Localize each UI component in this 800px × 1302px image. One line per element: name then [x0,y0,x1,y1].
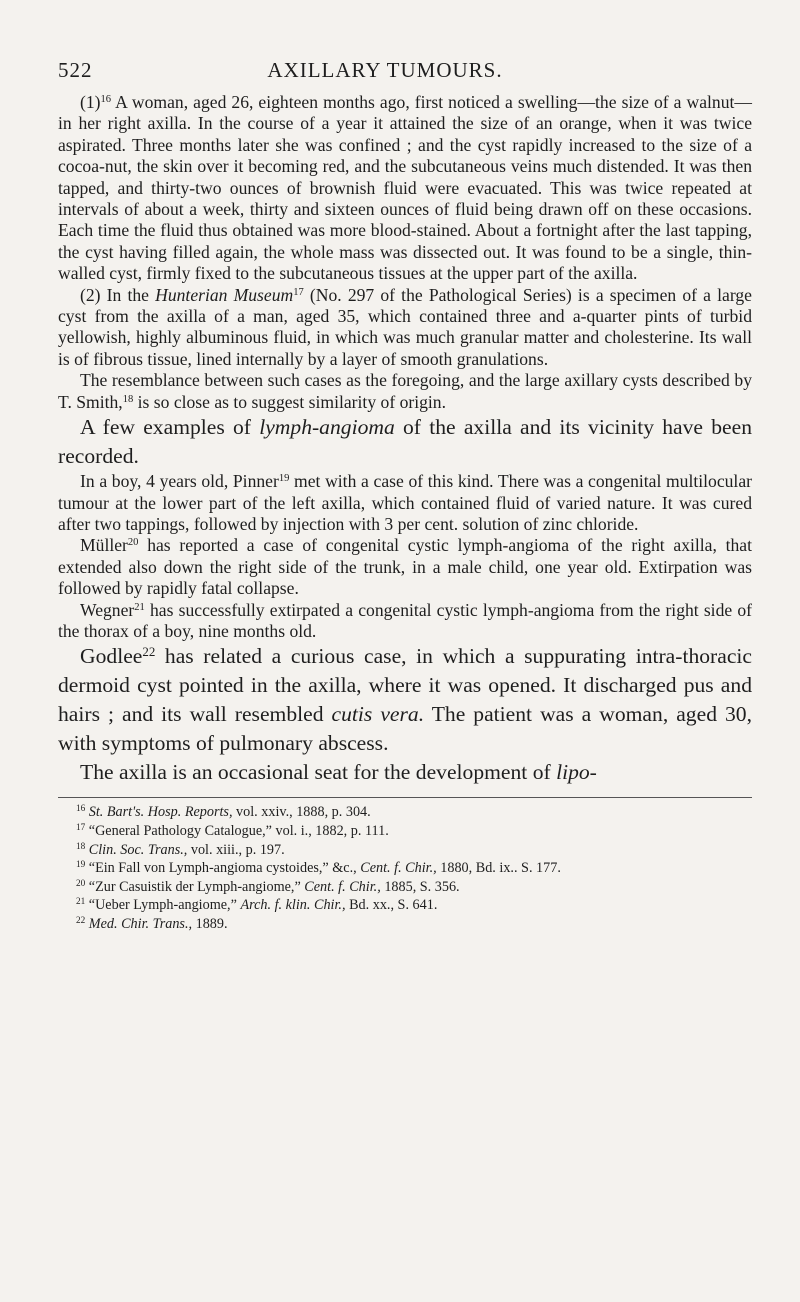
footnote: $^{19}$ “Ein Fall von Lymph-angioma cystoides,” &c., Cent. f. Chir., 1880, Bd. ix.. S. 177. [76,859,561,877]
footnote: $^{16}$ St. Bart's. Hosp. Reports, vol. xxiv., 1888, p. 304. [76,803,371,821]
body-text-large-intro [58,413,752,471]
body-text-small [58,92,752,413]
book-page [58,58,752,934]
footnote-ref[interactable]: 18 [122,393,134,405]
paragraph-godlee: Godlee$^{22}$ has related a curious case, in which a suppurating intra-thoracic dermoid cyst pointed in the axilla, where it was opened. It discharged pus and hairs ; and its wall resembled cutis vera. The patient was a woman, aged 30, with symptoms of pulmonary abscess. [58,644,752,756]
footnote-ref[interactable]: 22 [142,644,156,660]
body-text-large [58,642,752,787]
footnote-ref[interactable]: 20 [127,537,139,549]
running-title: AXILLARY TUMOURS. [267,58,503,82]
paragraph-wegner: Wegner$^{21}$ has successfully extirpated a congenital cystic lymph-angioma from the right side of the thorax of a boy, nine months old. [58,599,752,641]
paragraph-muller: Müller$^{20}$ has reported a case of congenital cystic lymph-angioma of the right axilla, that extended also down the right side of the trunk, in a male child, one year old. Extirpation was followed by rapidly fatal collapse. [58,535,753,599]
footnote: $^{21}$ “Ueber Lymph-angiome,” Arch. f. klin. Chir., Bd. xx., S. 641. [76,896,438,914]
footnote: $^{20}$ “Zur Casuistik der Lymph-angiome,” Cent. f. Chir., 1885, S. 356. [76,877,460,895]
footnote: $^{18}$ Clin. Soc. Trans., vol. xiii., p. 197. [76,840,285,858]
paragraph-case-2: (2) In the Hunterian Museum$^{17}$ (No. 297 of the Pathological Series) is a specimen of a large cyst from the axilla of a man, aged 35, which contained three and a-quarter pints of turbid yellowish, highly albuminous fluid, in which was much granular matter and cholesterine. Its wall is of fibrous tissue, lined internally by a layer of smooth granulations. [58,284,752,369]
paragraph-pinner: In a boy, 4 years old, Pinner$^{19}$ met with a case of this kind. There was a congenital multilocular tumour at the lower part of the left axilla, which contained fluid of varied nature. It was cured after two tappings, followed by injection with 3 per cent. solution of zinc chloride. [58,471,752,534]
footnote-divider [58,797,752,798]
body-text-small-cases [58,471,752,642]
footnotes [58,803,752,933]
footnote-ref[interactable]: 17 [293,286,304,298]
paragraph-lipoma: The axilla is an occasional seat for the development of lipo- [80,760,597,785]
paragraph-resemblance: The resemblance between such cases as the foregoing, and the large axillary cysts described by T. Smith,$^{18}$ is so close as to suggest similarity of origin. [58,370,752,412]
paragraph-lymph-angioma-intro: A few examples of lymph-angioma of the axilla and its vicinity have been recorded. [58,415,752,469]
footnote-ref[interactable]: 16 [100,94,112,106]
footnote: $^{22}$ Med. Chir. Trans., 1889. [76,914,228,932]
footnote-ref[interactable]: 19 [278,473,290,485]
running-header: 522 AXILLARY TUMOURS. [58,58,752,92]
footnote: $^{17}$ “General Pathology Catalogue,” vol. i., 1882, p. 111. [76,821,389,839]
paragraph-case-1: $(1)^{16}$ A woman, aged 26, eighteen months ago, first noticed a swelling—the size of a walnut—in her right axilla. In the course of a year it attained the size of an orange, when it was twice aspirated. Three months later she was confined ; and the cyst rapidly increased to the size of a cocoa-nut, the skin over it becoming red, and the subcutaneous veins much distended. It was then tapped, and thirty-two ounces of brownish fluid were evacuated. This was twice repeated at intervals of about a week, thirty and sixteen ounces of fluid being drawn off on these occasions. Each time the fluid thus obtained was more blood-stained. About a fortnight after the last tapping, the cyst having filled again, the whole mass was dissected out. It was found to be a single, thin-walled cyst, firmly fixed to the subcutaneous tissues at the upper part of the axilla. [58,92,752,284]
footnote-ref[interactable]: 21 [134,601,145,613]
